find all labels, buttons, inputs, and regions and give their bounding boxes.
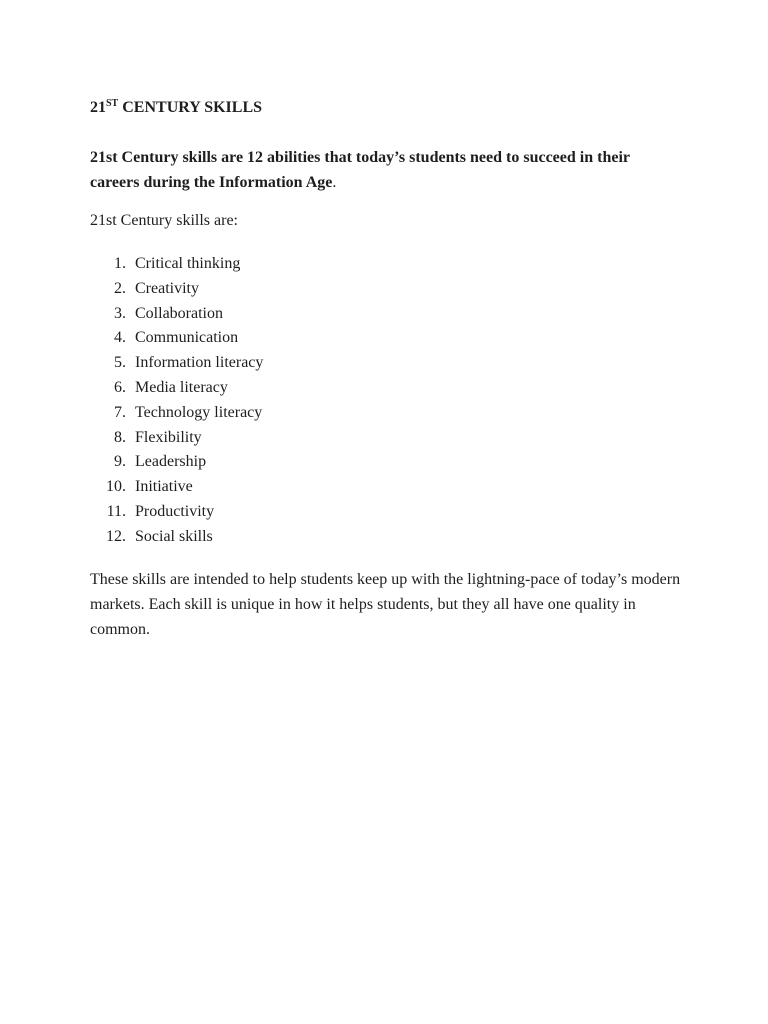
skill-label: Initiative	[135, 478, 193, 496]
skill-label: Productivity	[135, 502, 215, 520]
skill-number: 7.	[114, 403, 126, 421]
heading-superscript: ST	[106, 98, 119, 109]
intro-bold-text: 21st Century skills are 12 abilities that today’s students need to succeed in their careers during the Information Age	[90, 149, 630, 191]
skill-label: Social skills	[135, 527, 213, 545]
skill-label: Flexibility	[135, 428, 202, 446]
intro-paragraph	[90, 146, 680, 195]
skill-label: Leadership	[135, 453, 207, 471]
heading-number: 21	[90, 99, 106, 116]
heading-text: CENTURY SKILLS	[122, 99, 263, 116]
skill-number: 3.	[114, 304, 126, 322]
skill-label: Critical thinking	[135, 255, 241, 272]
skill-number: 12.	[106, 527, 126, 545]
skill-number: 5.	[114, 354, 126, 372]
skill-label: Collaboration	[135, 304, 223, 322]
list-lead-in: 21st Century skills are:	[90, 212, 238, 229]
skill-label: Media literacy	[135, 378, 228, 396]
skill-number: 9.	[114, 453, 126, 471]
skill-label: Information literacy	[135, 354, 264, 372]
skill-number: 4.	[114, 329, 126, 347]
skill-number: 11.	[106, 502, 126, 520]
skill-number: 10.	[106, 478, 126, 496]
closing-paragraph: These skills are intended to help students keep up with the lightning-pace of today’s modern markets. Each skill is unique in how it helps students, but they all have one quality in common.	[90, 571, 681, 638]
skill-label: Communication	[135, 329, 239, 347]
skill-label: Creativity	[135, 279, 199, 297]
skill-label: Technology literacy	[135, 403, 263, 421]
skill-number: 1.	[114, 255, 126, 272]
skill-number: 8.	[114, 428, 126, 446]
document-heading	[90, 96, 262, 120]
skill-number: 2.	[114, 279, 126, 297]
intro-trailing: .	[332, 173, 337, 191]
skill-number: 6.	[114, 378, 126, 396]
